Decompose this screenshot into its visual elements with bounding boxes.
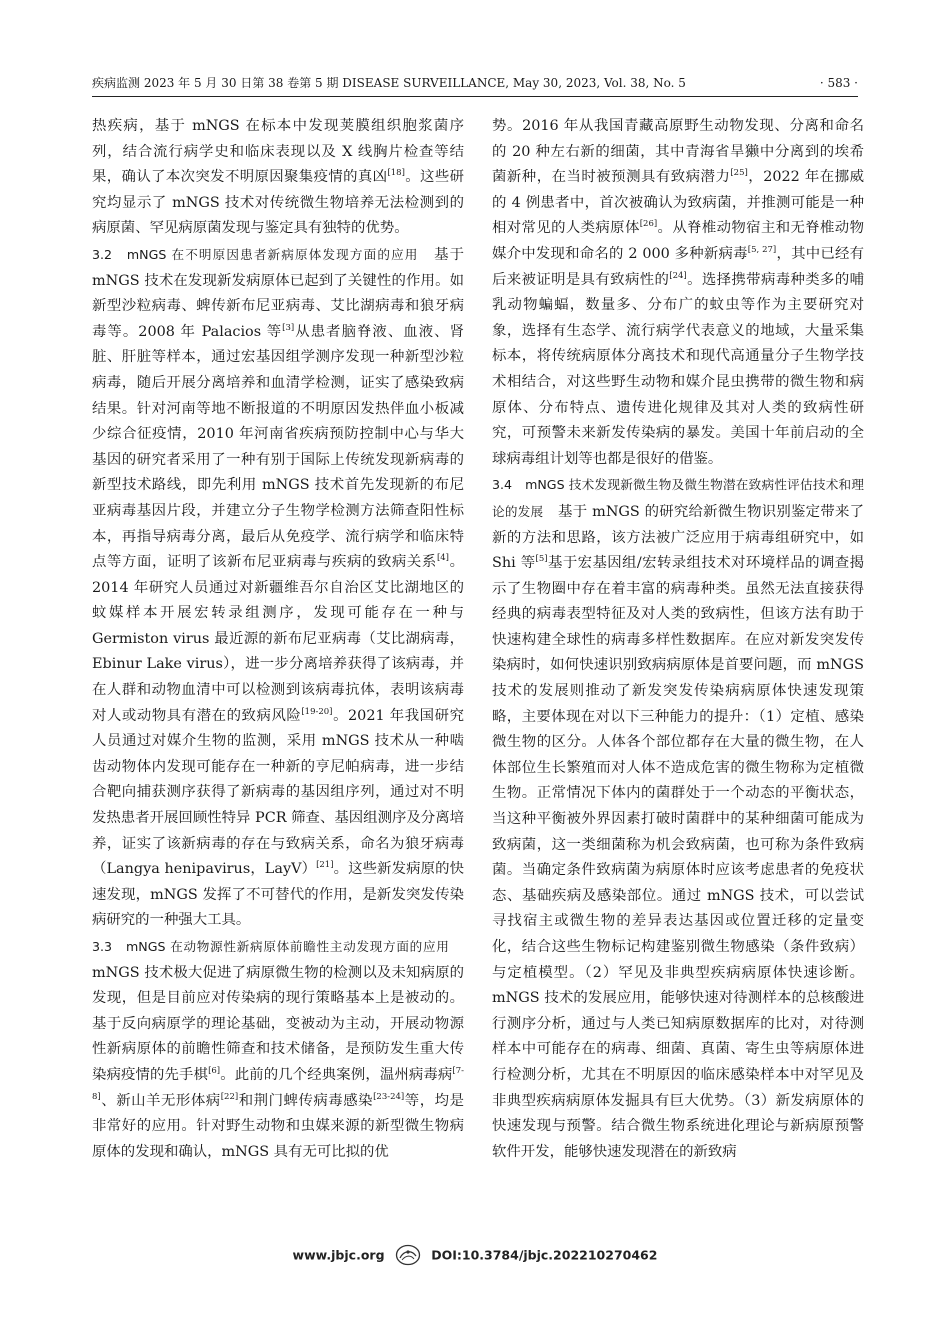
section-3-4: 3.4 mNGS 技术发现新微生物及微生物潜在致病性评估技术和理论的发展 基于 mNGS 的研究给新微生物识别鉴定带来了新的方法和思路，该方法被广泛应用于病毒组研究中，如 Shi 等[5]基于宏基因组/宏转录组技术对环境样品的调查揭示了生物圈中存在着丰富的病毒种类。虽然无法直接获得经典的病毒表型特征及对人类的致病性，但该方法有助于快速构建全球性的病毒多样性数据库。在应对新发突发传染病时，如何快速识别致病病原体是首要问题，而 mNGS 技术的发展则推动了新发突发传染病病原体快速发现策略，主要体现在对以下三种能力的提升：（1）定植、感染微生物的区分。人体各个部位都存在大量的微生物，在人体部位生长繁殖而对人体不造成危害的微生物称为定植微生物。正常情况下体内的菌群处于一个动态的平衡状态，当这种平衡被外界因素打破时菌群中的某种细菌可能成为致病菌，这一类细菌称为机会致病菌，也可称为条件致病菌。当确定条件致病菌为病原体时应该考虑患者的免疫状态、基础疾病及感染部位。通过 mNGS 技术，可以尝试寻找宿主或微生物的差异表达基因或位置迁移的定量变化，结合这些生物标记构建鉴别微生物感染（条件致病）与定植模型。（2）罕见及非典型疾病病原体快速诊断。mNGS 技术的发展应用，能够快速对待测样本的总核酸进行测序分析，通过与人类已知病原数据库的比对，对待测样本中可能存在的病毒、细菌、真菌、寄生虫等病原体进行检测分析，尤其在不明原因的临床感染样本中对罕见及非典型疾病病原体发掘具有巨大优势。（3）新发病原体的快速发现与预警。结合微生物系统进化理论与新病原预警软件开发，能够快速发现潜在的新致病: [492, 477, 865, 1160]
section-3-2: 3.2 mNGS 在不明原因患者新病原体发现方面的应用 基于 mNGS 技术在发现新发病原体已起到了关键性的作用。如新型沙粒病毒、蜱传新布尼亚病毒、艾比湖病毒和狼牙病毒等。2008 年 Palacios 等[3]从患者脑脊液、血液、肾脏、肝脏等样本，通过宏基因组学测序发现一种新型沙粒病毒，随后开展分离培养和血清学检测，证实了感染致病结果。针对河南等地不断报道的不明原因发热伴血小板减少综合征疫情，2010 年河南省疾病预防控制中心与华大基因的研究者采用了一种有别于国际上传统发现新病毒的新型技术路线，即先利用 mNGS 技术首先发现新的布尼亚病毒基因片段，并建立分子生物学检测方法筛查阳性标本，再指导病毒分离，最后从免疫学、流行病学和临床特点等方面，证明了该新布尼亚病毒与疾病的致病关系[4]。2014 年研究人员通过对新疆维吾尔自治区艾比湖地区的蚊媒样本开展宏转录组测序，发现可能存在一种与 Germiston virus 最近源的新布尼亚病毒（艾比湖病毒，Ebinur Lake virus），进一步分离培养获得了该病毒，并在人群和动物血清中可以检测到该病毒抗体，表明该病毒对人或动物具有潜在的致病风险[19-20]。2021 年我国研究人员通过对媒介生物的监测，采用 mNGS 技术从一种啮齿动物体内发现可能存在一种新的亨尼帕病毒，进一步结合靶向捕获测序获得了新病毒的基因组序列，通过对不明发热患者开展回顾性特异 PCR 筛查、基因组测序及分离培养，证实了该新病毒的存在与致病关系，命名为狼牙病毒（Langya henipavirus，LayV）[21]。这些新发病原的快速发现，mNGS 发挥了不可替代的作用，是新发突发传染病研究的一种强大工具。: [92, 246, 464, 929]
left-column: [92, 114, 464, 1165]
right-column: [492, 114, 864, 1165]
section-heading: 3.2 mNGS 在不明原因患者新病原体发现方面的应用: [92, 246, 419, 262]
section-heading: 3.3 mNGS 在动物源性新病原体前瞻性主动发现方面的应用: [92, 939, 450, 954]
citation-ref: [22]: [220, 1091, 239, 1102]
website-link[interactable]: www.jbjc.org: [292, 1247, 385, 1263]
page-number: · 583 ·: [819, 76, 858, 90]
section-heading: 3.4 mNGS 技术发现新微生物及微生物潜在致病性评估技术和理论的发展: [492, 477, 864, 519]
citation-ref: [24]: [669, 270, 687, 281]
citation-ref: [6]: [208, 1066, 221, 1077]
citation-ref: [3]: [282, 322, 295, 333]
running-header: [92, 72, 858, 97]
page-footer: [0, 1244, 950, 1266]
citation-ref: [5, 27]: [747, 245, 777, 256]
paragraph: 热疾病，基于 mNGS 在标本中发现荚膜组织胞浆菌序列，结合流行病学史和临床表现以及 X 线胸片检查等结果，确认了本次突发不明原因聚集疫情的真凶[18]。这些研究均显示了 mNGS 技术对传统微生物培养无法检测到的病原菌、罕见病原菌发现与鉴定具有独特的优势。: [92, 118, 464, 237]
citation-ref: [25]: [730, 168, 748, 179]
doi: DOI:10.3784/jbjc.202210270462: [431, 1247, 658, 1263]
paragraph: 势。2016 年从我国青藏高原野生动物发现、分离和命名的 20 种左右新的细菌，其中青海省旱獭中分离到的埃希菌新种，在当时被预测具有致病潜力[25]，2022 年在挪威的 4 例患者中，首次被确认为致病菌，并推测可能是一种相对常见的人类病原体[26]。从脊椎动物宿主和无脊椎动物媒介中发现和命名的 2 000 多种新病毒[5, 27]，其中已经有后来被证明是具有致病性的[24]。选择携带病毒种类多的哺乳动物蝙蝠，数量多、分布广的蚊虫等作为主要研究对象，选择有生态学、流行病学代表意义的地域，大量采集标本，将传统病原体分离技术和现代高通量分子生物学技术相结合，对这些野生动物和媒介昆虫携带的微生物和病原体、分布特点、遗传进化规律及其对人类的致病性研究，可预警未来新发传染病的暴发。美国十年前启动的全球病毒组计划等也都是很好的借鉴。: [492, 118, 864, 467]
citation-ref: [23-24]: [373, 1091, 405, 1102]
journal-citation: 疾病监测 2023 年 5 月 30 日第 38 卷第 5 期 DISEASE SURVEILLANCE, May 30, 2023, Vol. 38, No. 5: [92, 76, 686, 90]
citation-ref: [5]: [535, 554, 548, 565]
journal-logo-icon: [395, 1244, 421, 1266]
citation-ref: [4]: [436, 553, 449, 564]
citation-ref: [7-8]: [92, 1066, 464, 1102]
citation-ref: [26]: [639, 219, 658, 230]
citation-ref: [18]: [387, 168, 405, 179]
citation-ref: [21]: [316, 860, 334, 871]
citation-ref: [19-20]: [301, 706, 333, 717]
section-3-3: 3.3 mNGS 在动物源性新病原体前瞻性主动发现方面的应用 mNGS 技术极大促进了病原微生物的检测以及未知病原的发现，但是目前应对传染病的现行策略基本上是被动的。基于反向病原学的理论基础，变被动为主动，开展动物源性新病原体的前瞻性筛查和技术储备，是预防发生重大传染病疫情的先手棋[6]。此前的几个经典案例，温州病毒病[7-8]、新山羊无形体病[22]和荆门蜱传病毒感染[23-24]等，均是非常好的应用。针对野生动物和虫媒来源的新型微生物病原体的发现和确认，mNGS 具有无可比拟的优: [92, 939, 464, 1160]
